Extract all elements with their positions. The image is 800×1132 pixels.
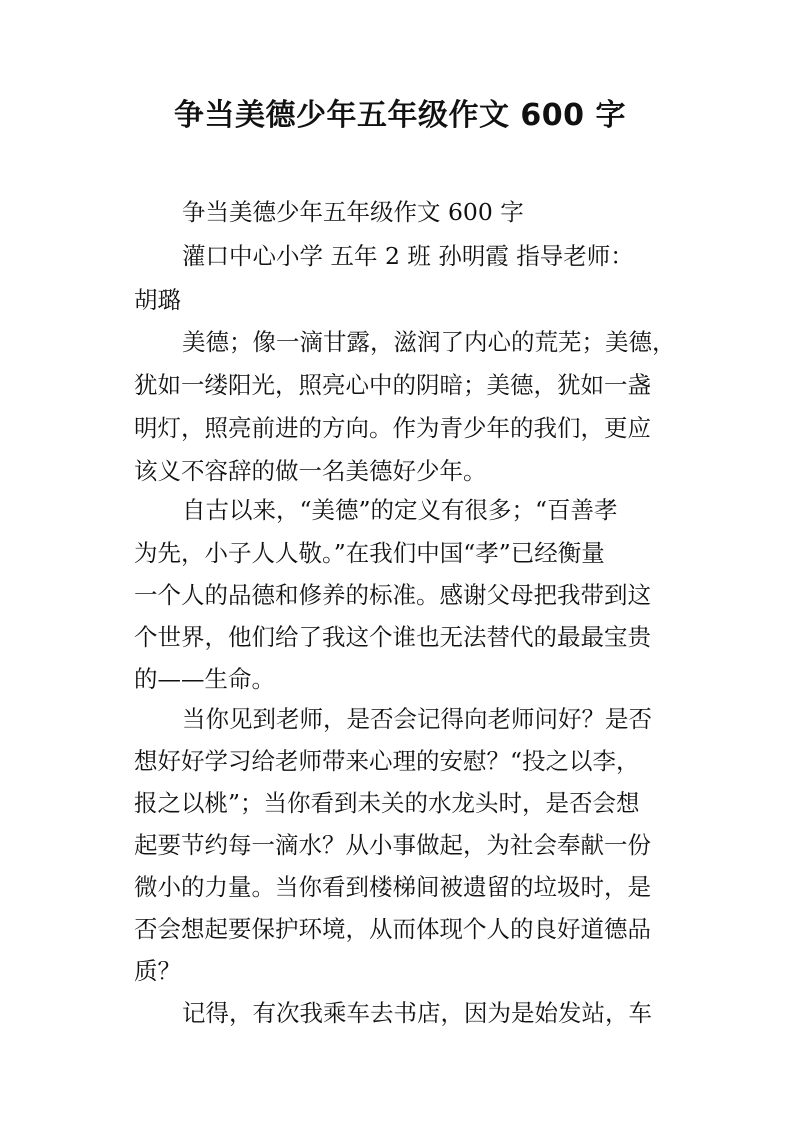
text-line: 想好好学习给老师带来心理的安慰？“投之以李， bbox=[134, 747, 640, 775]
text-line: 的——生命。 bbox=[134, 665, 275, 693]
text-line: 犹如一缕阳光，照亮心中的阴暗；美德，犹如一盏 bbox=[134, 371, 651, 399]
text-line: 明灯，照亮前进的方向。作为青少年的我们，更应 bbox=[134, 414, 651, 442]
text-line: 自古以来，“美德”的定义有很多；“百善孝 bbox=[182, 496, 618, 524]
text-line: 报之以桃”；当你看到未关的水龙头时，是否会想 bbox=[134, 789, 640, 817]
text-line: 胡璐 bbox=[134, 286, 181, 314]
text-line: 当你见到老师，是否会记得向老师问好？是否 bbox=[182, 705, 652, 733]
text-line: 美德；像一滴甘露，滋润了内心的荒芜；美德， bbox=[182, 328, 676, 356]
text-line: 记得，有次我乘车去书店，因为是始发站，车 bbox=[182, 999, 652, 1027]
text-line: 争当美德少年五年级作文 600 字 bbox=[182, 198, 524, 226]
text-line: 个世界，他们给了我这个谁也无法替代的最最宝贵 bbox=[134, 623, 651, 651]
text-line: 起要节约每一滴水？从小事做起，为社会奉献一份 bbox=[134, 831, 651, 859]
text-line: 一个人的品德和修养的标准。感谢父母把我带到这 bbox=[134, 581, 651, 609]
text-line: 为先，小子人人敬。”在我们中国“孝”已经衡量 bbox=[134, 539, 605, 567]
text-line: 否会想起要保护环境，从而体现个人的良好道德品 bbox=[134, 915, 651, 943]
document-title: 争当美德少年五年级作文 600 字 bbox=[173, 98, 626, 133]
text-line: 灌口中心小学 五年 2 班 孙明霞 指导老师： bbox=[182, 242, 634, 270]
text-line: 微小的力量。当你看到楼梯间被遗留的垃圾时，是 bbox=[134, 873, 651, 901]
text-line: 质？ bbox=[134, 957, 181, 985]
text-line: 该义不容辞的做一名美德好少年。 bbox=[134, 457, 487, 485]
